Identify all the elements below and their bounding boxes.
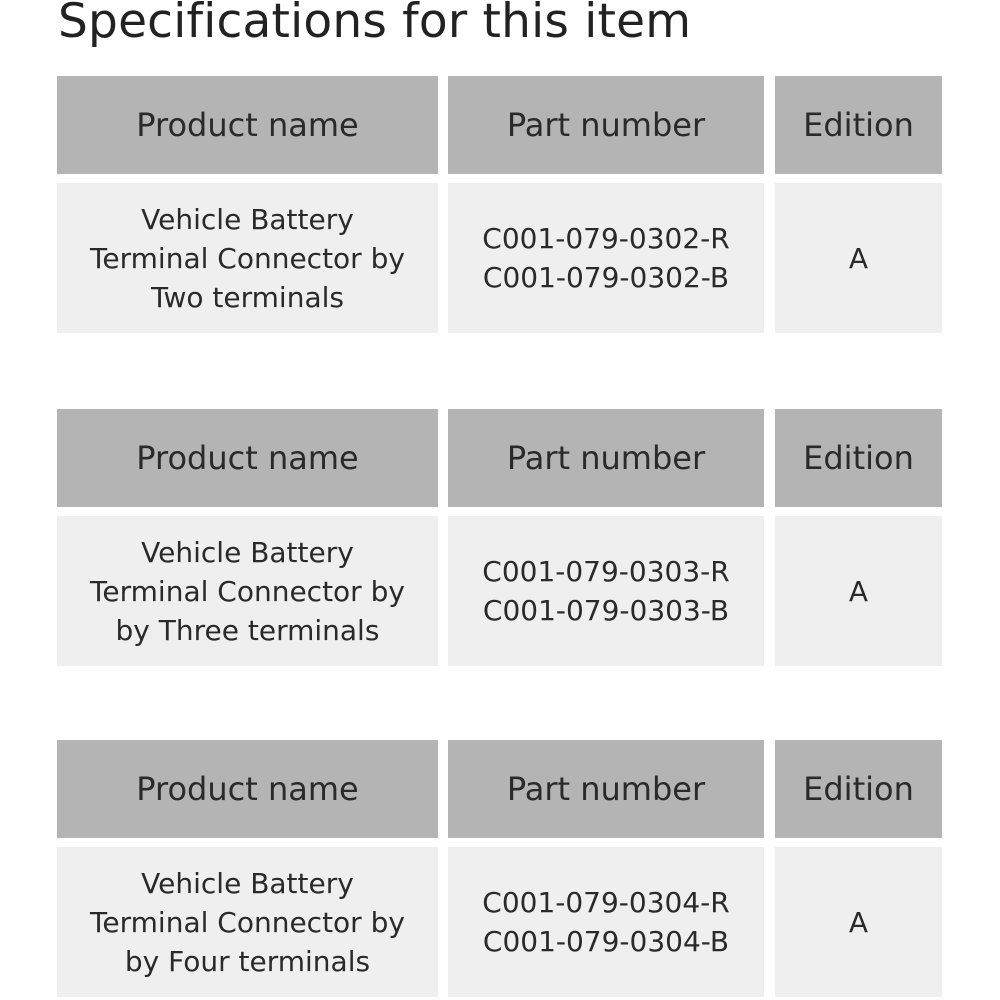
table-header-row xyxy=(57,740,942,838)
edition-cell: A xyxy=(775,183,942,333)
part-number-cell: C001-079-0302-R C001-079-0302-B xyxy=(448,183,764,333)
header-product-name: Product name xyxy=(57,76,438,174)
part-number-cell: C001-079-0304-R C001-079-0304-B xyxy=(448,847,764,997)
table-row xyxy=(57,183,942,333)
edition-cell: A xyxy=(775,847,942,997)
table-header-row xyxy=(57,76,942,174)
table-header-row xyxy=(57,409,942,507)
header-edition: Edition xyxy=(775,740,942,838)
spec-table-three-terminals xyxy=(57,409,942,666)
spec-table-two-terminals xyxy=(57,76,942,333)
spec-table-four-terminals xyxy=(57,740,942,997)
header-part-number: Part number xyxy=(448,409,764,507)
header-edition: Edition xyxy=(775,409,942,507)
header-part-number: Part number xyxy=(448,76,764,174)
product-name-cell: Vehicle Battery Terminal Connector by by Three terminals xyxy=(57,516,438,666)
part-number-cell: C001-079-0303-R C001-079-0303-B xyxy=(448,516,764,666)
header-product-name: Product name xyxy=(57,409,438,507)
header-product-name: Product name xyxy=(57,740,438,838)
product-name-cell: Vehicle Battery Terminal Connector by Two terminals xyxy=(57,183,438,333)
table-row xyxy=(57,847,942,997)
header-part-number: Part number xyxy=(448,740,764,838)
edition-cell: A xyxy=(775,516,942,666)
header-edition: Edition xyxy=(775,76,942,174)
table-row xyxy=(57,516,942,666)
product-name-cell: Vehicle Battery Terminal Connector by by Four terminals xyxy=(57,847,438,997)
page-title: Specifications for this item xyxy=(58,0,692,49)
